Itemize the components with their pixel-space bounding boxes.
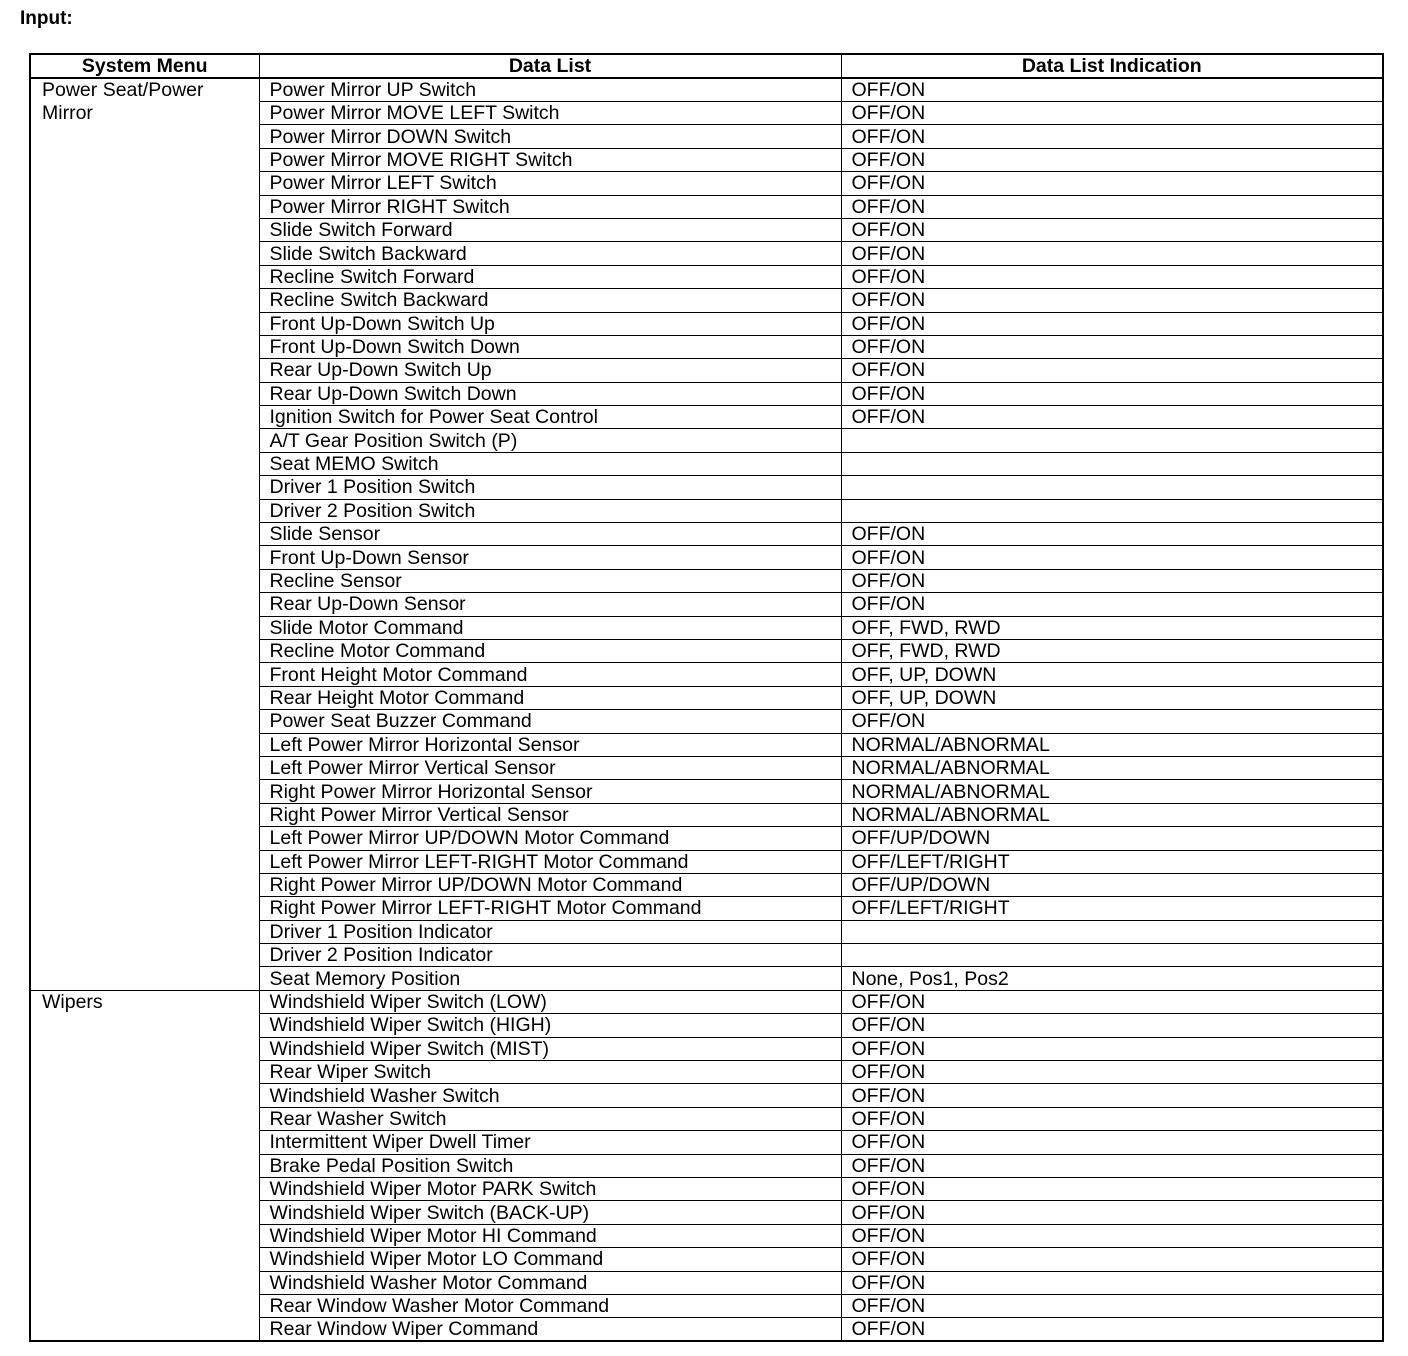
data-list-cell: Recline Switch Forward xyxy=(259,265,841,288)
data-list-cell: Windshield Wiper Switch (MIST) xyxy=(259,1037,841,1060)
indication-cell: OFF/ON xyxy=(841,1131,1383,1154)
indication-cell: OFF/LEFT/RIGHT xyxy=(841,897,1383,920)
indication-cell: OFF/ON xyxy=(841,265,1383,288)
indication-cell: OFF/ON xyxy=(841,1224,1383,1247)
data-list-cell: Rear Window Wiper Command xyxy=(259,1318,841,1342)
indication-cell: OFF/ON xyxy=(841,335,1383,358)
indication-cell: OFF/ON xyxy=(841,172,1383,195)
indication-cell: OFF/ON xyxy=(841,1014,1383,1037)
indication-cell: OFF/ON xyxy=(841,382,1383,405)
indication-cell: OFF/ON xyxy=(841,218,1383,241)
indication-cell: NORMAL/ABNORMAL xyxy=(841,803,1383,826)
data-list-cell: Windshield Wiper Motor HI Command xyxy=(259,1224,841,1247)
indication-cell: None, Pos1, Pos2 xyxy=(841,967,1383,990)
data-list-cell: Left Power Mirror UP/DOWN Motor Command xyxy=(259,827,841,850)
indication-cell: OFF/ON xyxy=(841,406,1383,429)
data-list-cell: Windshield Wiper Switch (BACK-UP) xyxy=(259,1201,841,1224)
data-list-cell: Recline Motor Command xyxy=(259,639,841,662)
indication-cell: OFF/ON xyxy=(841,1154,1383,1177)
data-list-cell: Windshield Wiper Motor LO Command xyxy=(259,1248,841,1271)
data-list-cell: Ignition Switch for Power Seat Control xyxy=(259,406,841,429)
table-row xyxy=(30,990,1383,1013)
indication-cell: OFF/ON xyxy=(841,1107,1383,1130)
indication-cell: OFF/ON xyxy=(841,1061,1383,1084)
data-list-cell: Rear Window Washer Motor Command xyxy=(259,1294,841,1317)
indication-cell: OFF/ON xyxy=(841,1248,1383,1271)
indication-cell: OFF/ON xyxy=(841,593,1383,616)
data-list-cell: Slide Motor Command xyxy=(259,616,841,639)
data-list-cell: Front Up-Down Switch Down xyxy=(259,335,841,358)
indication-cell: OFF/ON xyxy=(841,1084,1383,1107)
indication-cell: OFF/ON xyxy=(841,125,1383,148)
indication-cell: OFF/ON xyxy=(841,990,1383,1013)
table-body xyxy=(30,78,1383,1341)
data-list-cell: Driver 2 Position Indicator xyxy=(259,944,841,967)
data-list-cell: Right Power Mirror Vertical Sensor xyxy=(259,803,841,826)
data-list-cell: Power Seat Buzzer Command xyxy=(259,710,841,733)
data-list-cell: Recline Switch Backward xyxy=(259,289,841,312)
system-menu-cell: Power Seat/Power Mirror xyxy=(30,78,259,990)
data-list-cell: Right Power Mirror Horizontal Sensor xyxy=(259,780,841,803)
data-list-cell: A/T Gear Position Switch (P) xyxy=(259,429,841,452)
indication-cell: OFF/ON xyxy=(841,1294,1383,1317)
indication-cell: OFF/ON xyxy=(841,102,1383,125)
indication-cell: OFF, FWD, RWD xyxy=(841,616,1383,639)
data-list-cell: Intermittent Wiper Dwell Timer xyxy=(259,1131,841,1154)
indication-cell xyxy=(841,499,1383,522)
indication-cell: OFF/ON xyxy=(841,359,1383,382)
data-list-cell: Rear Washer Switch xyxy=(259,1107,841,1130)
data-list-cell: Power Mirror MOVE RIGHT Switch xyxy=(259,148,841,171)
data-list-cell: Driver 2 Position Switch xyxy=(259,499,841,522)
indication-cell: OFF/ON xyxy=(841,523,1383,546)
indication-cell: OFF/ON xyxy=(841,242,1383,265)
data-list-cell: Brake Pedal Position Switch xyxy=(259,1154,841,1177)
indication-cell: NORMAL/ABNORMAL xyxy=(841,733,1383,756)
data-list-cell: Right Power Mirror UP/DOWN Motor Command xyxy=(259,873,841,896)
data-list-cell: Right Power Mirror LEFT-RIGHT Motor Command xyxy=(259,897,841,920)
data-list-cell: Rear Up-Down Switch Up xyxy=(259,359,841,382)
indication-cell xyxy=(841,429,1383,452)
indication-cell: OFF/LEFT/RIGHT xyxy=(841,850,1383,873)
data-list-cell: Front Height Motor Command xyxy=(259,663,841,686)
indication-cell: OFF/ON xyxy=(841,312,1383,335)
data-list-cell: Slide Sensor xyxy=(259,523,841,546)
indication-cell: OFF, FWD, RWD xyxy=(841,639,1383,662)
indication-cell xyxy=(841,944,1383,967)
system-menu-cell: Wipers xyxy=(30,990,259,1341)
column-header-data-list: Data List xyxy=(259,54,841,78)
data-list-cell: Rear Wiper Switch xyxy=(259,1061,841,1084)
data-list-cell: Driver 1 Position Indicator xyxy=(259,920,841,943)
indication-cell: OFF/ON xyxy=(841,710,1383,733)
data-list-cell: Power Mirror DOWN Switch xyxy=(259,125,841,148)
data-list-cell: Recline Sensor xyxy=(259,569,841,592)
indication-cell: OFF/ON xyxy=(841,289,1383,312)
indication-cell: OFF/ON xyxy=(841,78,1383,102)
indication-cell: OFF/ON xyxy=(841,569,1383,592)
indication-cell: OFF/ON xyxy=(841,1318,1383,1342)
data-list-cell: Power Mirror RIGHT Switch xyxy=(259,195,841,218)
indication-cell: OFF/ON xyxy=(841,1177,1383,1200)
data-list-cell: Left Power Mirror Vertical Sensor xyxy=(259,756,841,779)
data-list-cell: Windshield Washer Switch xyxy=(259,1084,841,1107)
data-list-cell: Rear Height Motor Command xyxy=(259,686,841,709)
data-list-cell: Seat MEMO Switch xyxy=(259,452,841,475)
data-list-cell: Front Up-Down Switch Up xyxy=(259,312,841,335)
section-heading: Input: xyxy=(20,8,73,29)
table-row xyxy=(30,78,1383,102)
indication-cell: OFF/UP/DOWN xyxy=(841,873,1383,896)
indication-cell: OFF/ON xyxy=(841,546,1383,569)
indication-cell: OFF/ON xyxy=(841,1271,1383,1294)
data-list-cell: Windshield Wiper Switch (LOW) xyxy=(259,990,841,1013)
column-header-data-list-indication: Data List Indication xyxy=(841,54,1383,78)
data-list-cell: Rear Up-Down Switch Down xyxy=(259,382,841,405)
indication-cell: NORMAL/ABNORMAL xyxy=(841,756,1383,779)
data-list-cell: Left Power Mirror Horizontal Sensor xyxy=(259,733,841,756)
data-list-cell: Front Up-Down Sensor xyxy=(259,546,841,569)
indication-cell: OFF, UP, DOWN xyxy=(841,686,1383,709)
indication-cell: NORMAL/ABNORMAL xyxy=(841,780,1383,803)
indication-cell: OFF/ON xyxy=(841,1037,1383,1060)
data-list-cell: Power Mirror LEFT Switch xyxy=(259,172,841,195)
column-header-system-menu: System Menu xyxy=(30,54,259,78)
indication-cell: OFF/ON xyxy=(841,1201,1383,1224)
data-list-cell: Windshield Washer Motor Command xyxy=(259,1271,841,1294)
indication-cell: OFF/UP/DOWN xyxy=(841,827,1383,850)
data-list-cell: Slide Switch Backward xyxy=(259,242,841,265)
indication-cell xyxy=(841,920,1383,943)
table-header xyxy=(30,54,1383,78)
data-list-cell: Power Mirror UP Switch xyxy=(259,78,841,102)
data-list-cell: Windshield Wiper Switch (HIGH) xyxy=(259,1014,841,1037)
data-list-cell: Left Power Mirror LEFT-RIGHT Motor Command xyxy=(259,850,841,873)
data-list-cell: Driver 1 Position Switch xyxy=(259,476,841,499)
data-list-cell: Seat Memory Position xyxy=(259,967,841,990)
data-list-cell: Rear Up-Down Sensor xyxy=(259,593,841,616)
indication-cell: OFF/ON xyxy=(841,148,1383,171)
indication-cell xyxy=(841,452,1383,475)
data-list-cell: Slide Switch Forward xyxy=(259,218,841,241)
indication-cell xyxy=(841,476,1383,499)
data-list-table xyxy=(29,53,1384,1342)
data-list-cell: Power Mirror MOVE LEFT Switch xyxy=(259,102,841,125)
header-row xyxy=(30,54,1383,78)
indication-cell: OFF/ON xyxy=(841,195,1383,218)
indication-cell: OFF, UP, DOWN xyxy=(841,663,1383,686)
data-list-cell: Windshield Wiper Motor PARK Switch xyxy=(259,1177,841,1200)
